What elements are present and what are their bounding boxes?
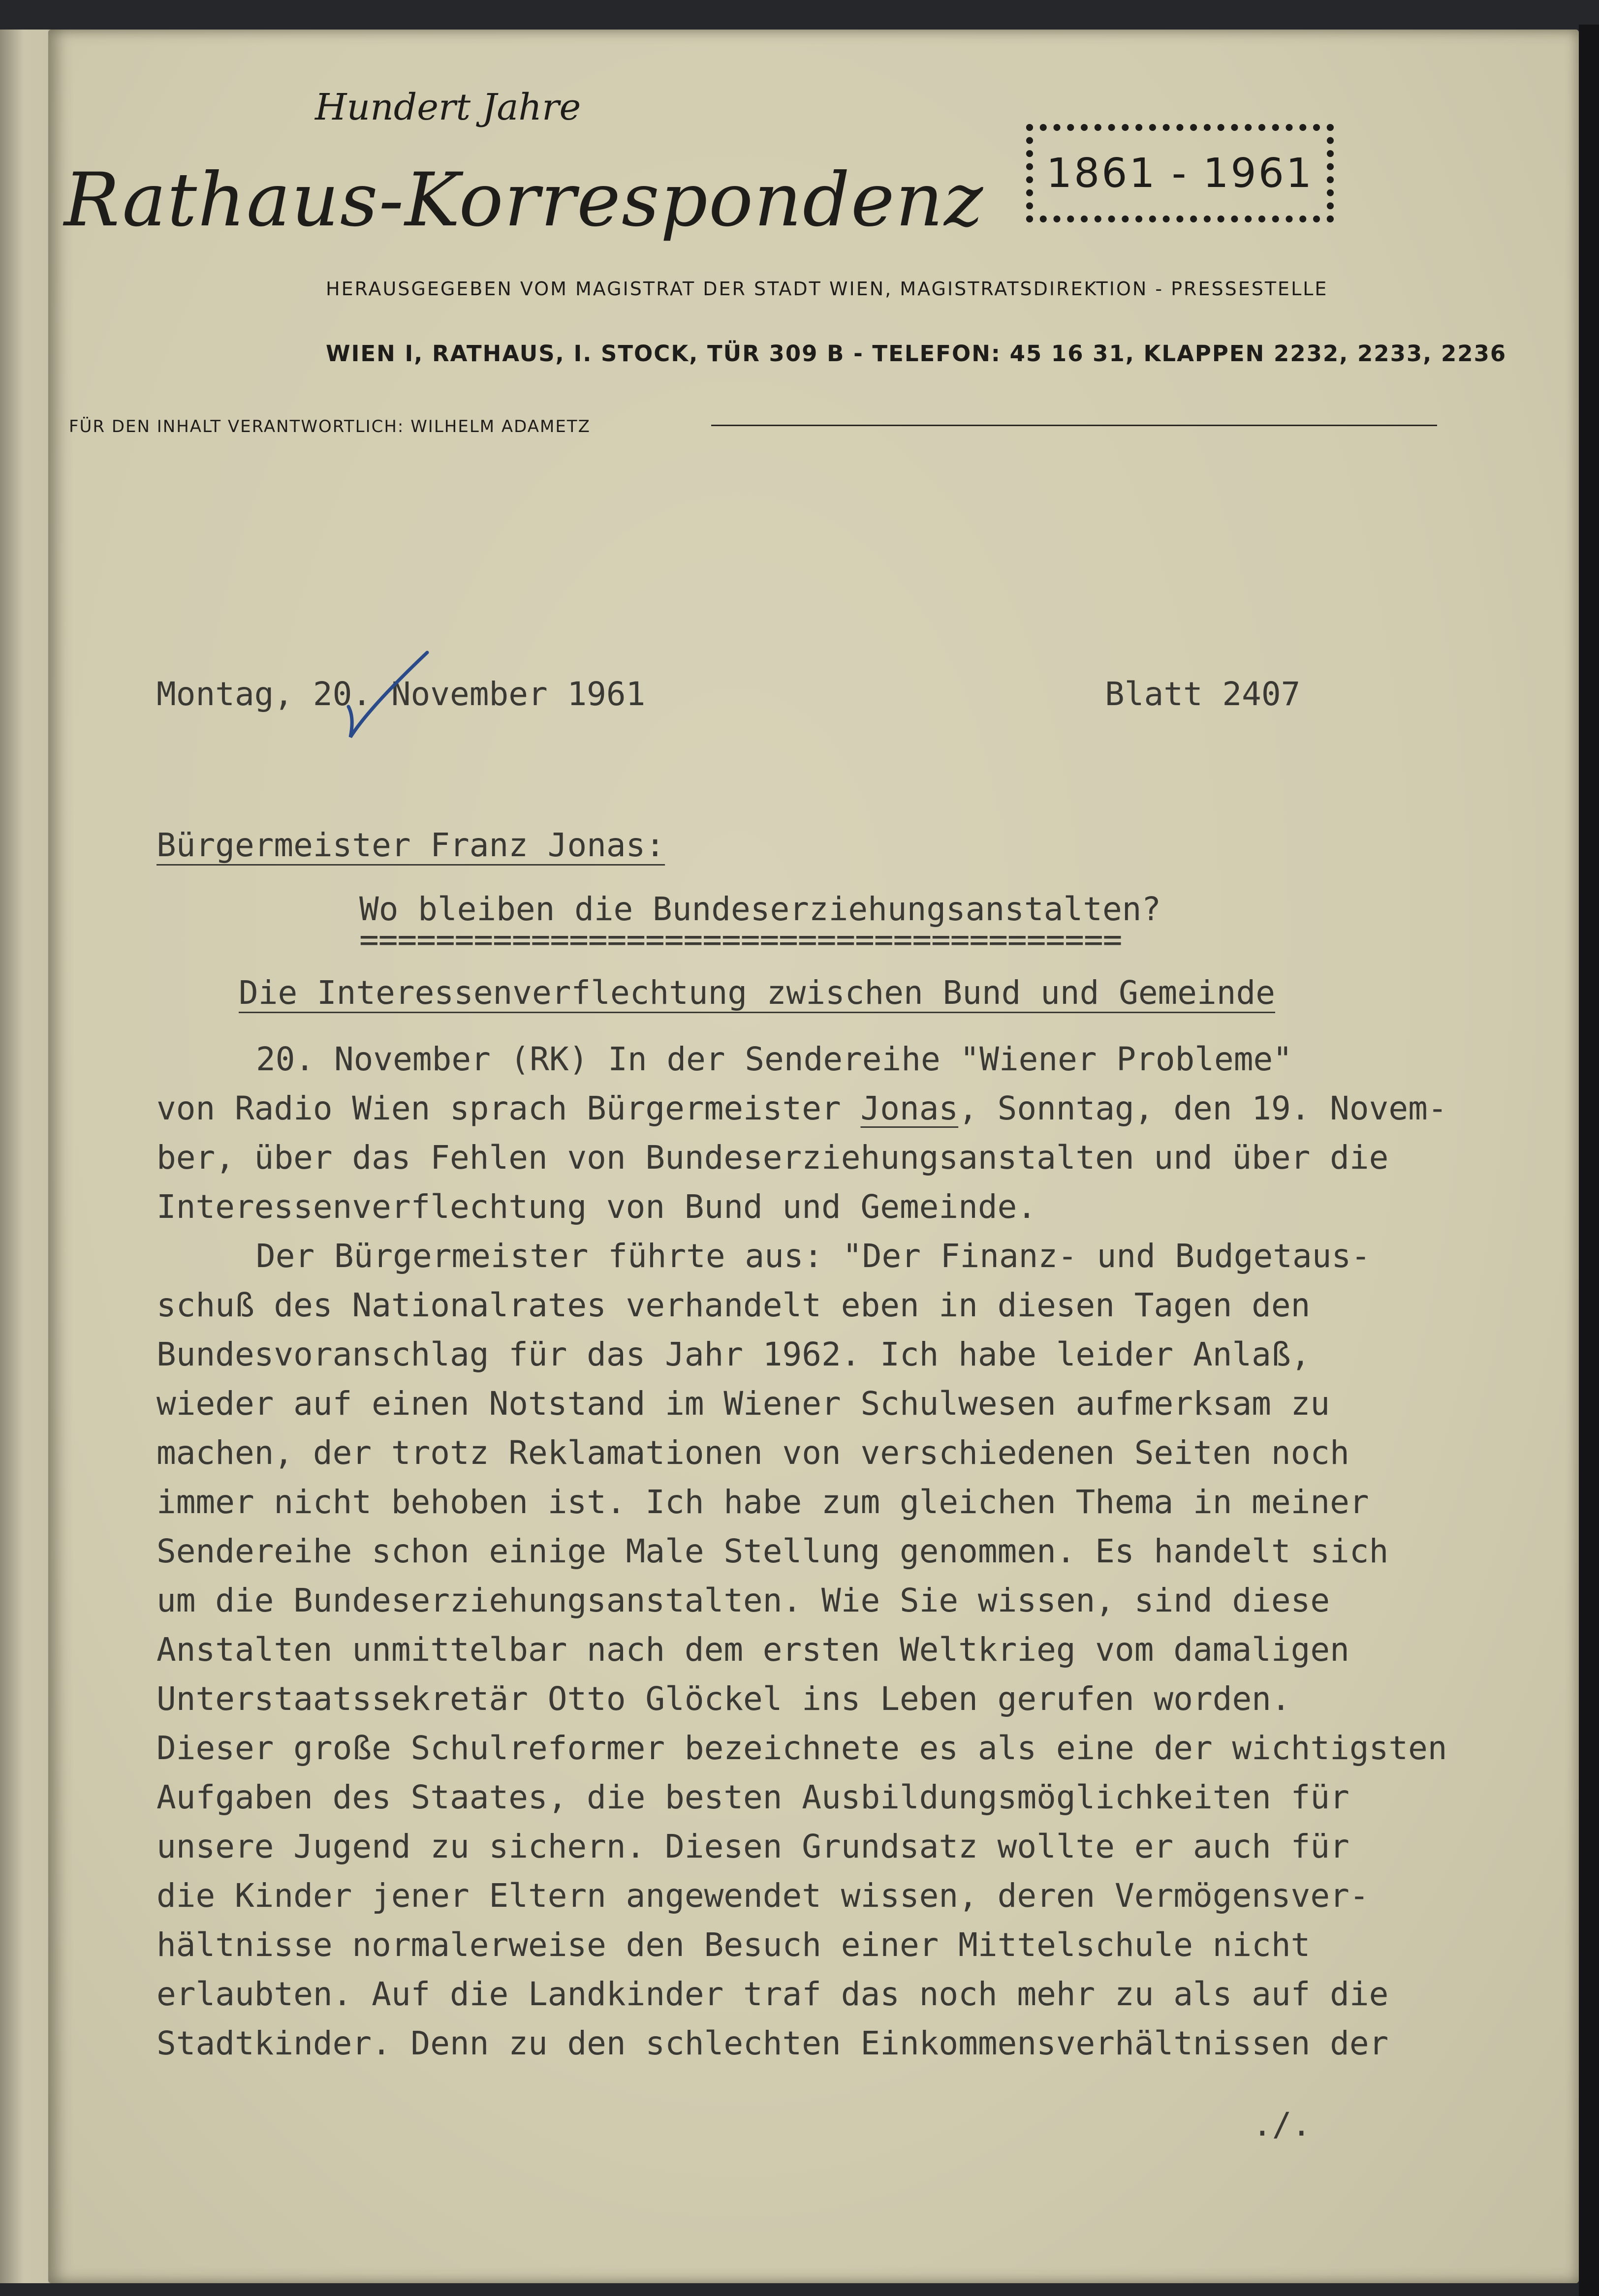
headline-double-rule: ======================================== xyxy=(359,921,1122,959)
letterhead-subtitle: Hundert Jahre xyxy=(315,86,581,128)
body-line: Interessenverflechtung von Bund und Gemeinde. xyxy=(157,1188,1037,1226)
body-line: Anstalten unmittelbar nach dem ersten Weltkrieg vom damaligen xyxy=(157,1631,1349,1669)
body-text: , Sonntag, den 19. Novem- xyxy=(958,1089,1447,1127)
address-line: WIEN I, RATHAUS, I. STOCK, TÜR 309 B - TELEFON: 45 16 31, KLAPPEN 2232, 2233, 2236 xyxy=(326,341,1507,367)
check-mark-icon xyxy=(340,649,438,747)
responsible-editor: FÜR DEN INHALT VERANTWORTLICH: WILHELM ADAMETZ xyxy=(69,417,591,436)
body-line: immer nicht behoben ist. Ich habe zum gleichen Thema in meiner xyxy=(157,1483,1369,1521)
article-subheadline: Die Interessenverflechtung zwischen Bund und Gemeinde xyxy=(239,974,1275,1012)
anniversary-years: 1861 - 1961 xyxy=(1046,150,1314,197)
publisher-line: HERAUSGEGEBEN VOM MAGISTRAT DER STADT WIEN, MAGISTRATSDIREKTION - PRESSESTELLE xyxy=(326,278,1328,300)
article-kicker: Bürgermeister Franz Jonas: xyxy=(157,826,665,864)
letterhead-title: Rathaus-Korrespondenz xyxy=(64,157,984,243)
body-line: Bundesvoranschlag für das Jahr 1962. Ich habe leider Anlaß, xyxy=(157,1335,1311,1373)
issue-date: Montag, 20. November 1961 xyxy=(157,675,646,713)
body-line: unsere Jugend zu sichern. Diesen Grundsatz wollte er auch für xyxy=(157,1828,1349,1865)
letterhead-rule xyxy=(711,425,1437,426)
sheet-number: Blatt 2407 xyxy=(1105,675,1301,713)
body-line: ber, über das Fehlen von Bundeserziehungsanstalten und über die xyxy=(157,1139,1389,1177)
underlined-name: Jonas xyxy=(860,1089,959,1127)
body-line: Dieser große Schulreformer bezeichnete es als eine der wichtigsten xyxy=(157,1729,1447,1767)
body-line: Aufgaben des Staates, die besten Ausbildungsmöglichkeiten für xyxy=(157,1778,1349,1816)
body-line: 20. November (RK) In der Sendereihe "Wiener Probleme" xyxy=(256,1040,1292,1078)
body-line: hältnisse normalerweise den Besuch einer Mittelschule nicht xyxy=(157,1926,1311,1964)
anniversary-years-box xyxy=(1026,124,1334,222)
article-headline: Wo bleiben die Bundeserziehungsanstalten? xyxy=(359,890,1161,928)
body-line: wieder auf einen Notstand im Wiener Schulwesen aufmerksam zu xyxy=(157,1385,1330,1423)
body-line: Unterstaatssekretär Otto Glöckel ins Leben gerufen worden. xyxy=(157,1680,1291,1718)
body-line: Der Bürgermeister führte aus: "Der Finanz- und Budgetaus- xyxy=(256,1237,1371,1275)
body-line: Sendereihe schon einige Male Stellung genommen. Es handelt sich xyxy=(157,1532,1389,1570)
body-line xyxy=(157,1089,1447,1127)
body-text: von Radio Wien sprach Bürgermeister xyxy=(157,1089,861,1127)
body-line: die Kinder jener Eltern angewendet wissen, deren Vermögensver- xyxy=(157,1877,1369,1915)
body-line: um die Bundeserziehungsanstalten. Wie Sie wissen, sind diese xyxy=(157,1582,1330,1619)
scan-border xyxy=(1579,25,1599,2296)
body-line: erlaubten. Auf die Landkinder traf das noch mehr zu als auf die xyxy=(157,1975,1389,2013)
body-line: Stadtkinder. Denn zu den schlechten Einkommensverhältnissen der xyxy=(157,2024,1389,2062)
continuation-mark: ./. xyxy=(1253,2106,1312,2143)
body-line: machen, der trotz Reklamationen von verschiedenen Seiten noch xyxy=(157,1434,1349,1472)
body-line: schuß des Nationalrates verhandelt eben in diesen Tagen den xyxy=(157,1286,1311,1324)
